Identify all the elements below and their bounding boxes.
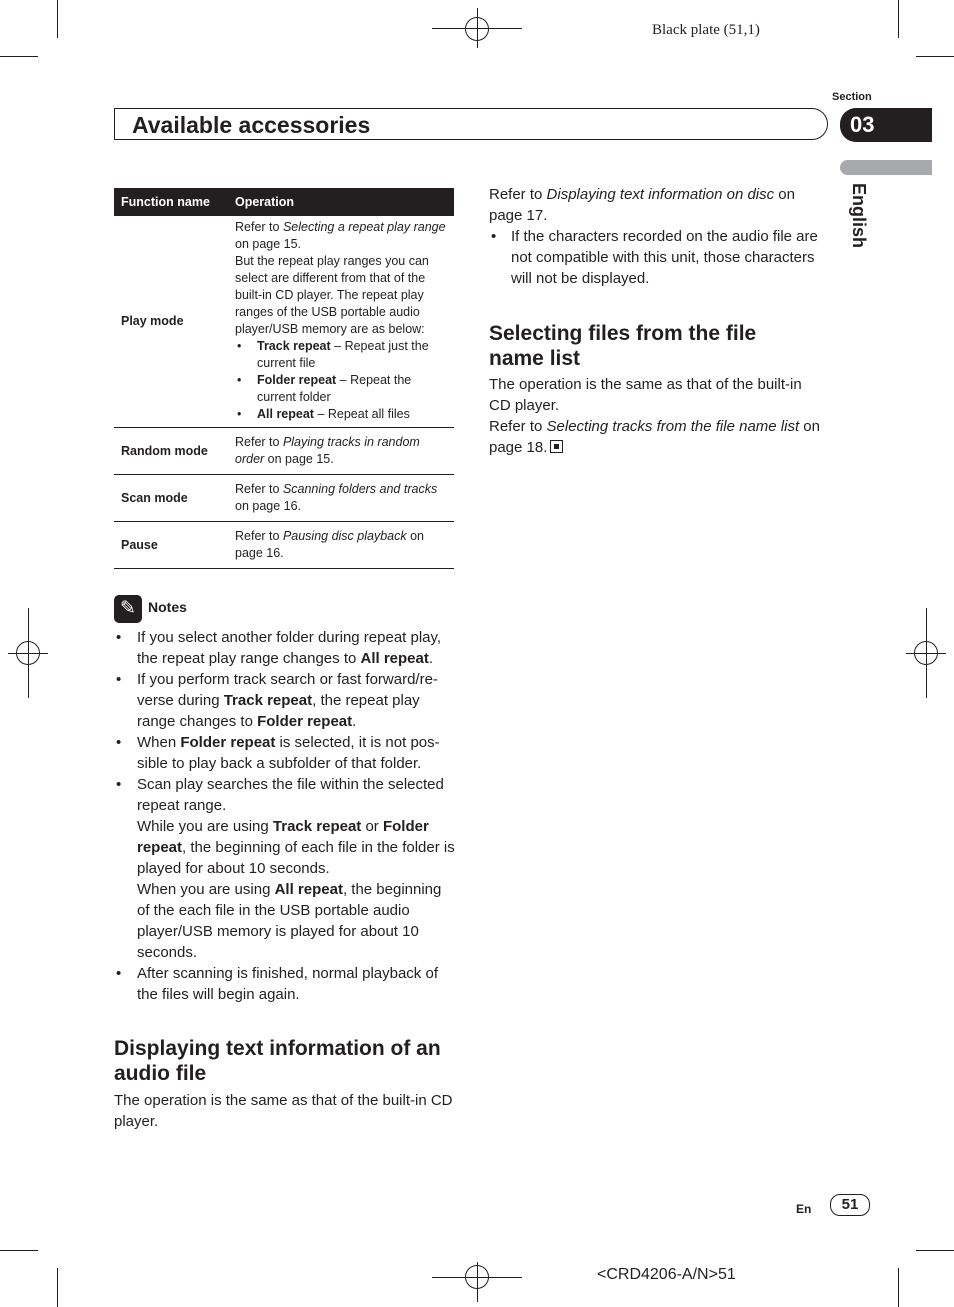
note-term: Folder repeat (257, 713, 353, 730)
ref-suffix: on page 15. (235, 237, 302, 251)
ref-suffix: on page 16. (235, 529, 425, 560)
ref-prefix: Refer to (489, 186, 547, 203)
note-text: If you perform track search or fast forward/re-verse during (137, 671, 438, 709)
pencil-icon: ✎ (114, 595, 142, 623)
right-column (489, 184, 825, 289)
item-term: Folder repeat (257, 373, 337, 387)
column-header: Function name (114, 188, 228, 216)
list-item (114, 627, 456, 669)
operation-text: But the repeat play ranges you can select are different from that of the built-in CD player. The repeat play ranges of the USB portable audio player/USB memory are as below: (235, 254, 429, 336)
page-number: 51 (830, 1194, 870, 1216)
section-text: The operation is the same as that of the built-in CD player. (489, 376, 802, 414)
table-row (114, 216, 454, 428)
operation-cell (228, 428, 454, 475)
note-term: Folder repeat (137, 818, 429, 856)
list-item (235, 372, 447, 406)
registration-circle (465, 17, 489, 41)
crop-mark (898, 1268, 899, 1307)
item-term: All repeat (257, 407, 314, 421)
ref-prefix: Refer to (235, 435, 283, 449)
crop-mark (0, 56, 38, 57)
crop-mark (57, 1268, 58, 1307)
ref-title: Selecting tracks from the file name list (546, 418, 800, 435)
list-item (114, 774, 456, 963)
ref-prefix: Refer to (489, 418, 547, 435)
note-text: , the repeat play range changes to (137, 692, 420, 730)
table-row (114, 475, 454, 522)
function-name: Pause (114, 522, 228, 569)
note-text: After scanning is finished, normal playback of the files will begin again. (137, 965, 438, 1003)
note-text: When (137, 734, 181, 751)
note-text: While you are using (137, 818, 273, 835)
registration-circle (465, 1265, 489, 1289)
ref-suffix: on page 16. (235, 499, 302, 513)
note-term: All repeat (274, 881, 343, 898)
table-row (114, 522, 454, 569)
ref-suffix: on page 17. (489, 186, 795, 224)
registration-circle (914, 641, 938, 665)
item-text: – Repeat all files (313, 407, 410, 421)
column-header: Operation (228, 188, 454, 216)
note-term: Track repeat (272, 818, 362, 835)
note-text: If you select another folder during repeat play, the repeat play range changes to (137, 629, 442, 667)
list-item (114, 732, 456, 774)
list-item (235, 338, 447, 372)
repeat-range-list (235, 338, 447, 423)
table-row (114, 428, 454, 475)
note-term: Folder repeat (180, 734, 276, 751)
note-term: All repeat (360, 650, 429, 667)
list-item (235, 406, 447, 423)
ref-title: Selecting a repeat play range (282, 220, 446, 234)
ref-prefix: Refer to (235, 220, 283, 234)
reference-paragraph (489, 184, 825, 226)
note-text: is selected, it is not pos-sible to play back a subfolder of that folder. (137, 734, 440, 772)
ref-suffix: on page 15. (264, 452, 334, 466)
ref-prefix: Refer to (235, 482, 283, 496)
operation-cell (228, 522, 454, 569)
document-code: <CRD4206-A/N>51 (597, 1266, 736, 1283)
note-text: or (361, 818, 383, 835)
item-term: Track repeat (257, 339, 331, 353)
note-text: , the beginning of each file in the folder is played for about 10 seconds. (137, 839, 455, 877)
operation-cell (228, 216, 454, 428)
notes-list (114, 627, 456, 1005)
registration-circle (16, 641, 40, 665)
note-term: Track repeat (223, 692, 313, 709)
crop-mark (898, 0, 899, 38)
chapter-title: Available accessories (132, 112, 371, 138)
ref-title: Playing tracks in random order (235, 435, 420, 466)
bullet-list (489, 226, 825, 289)
function-table (114, 188, 454, 569)
language-label: English (849, 183, 869, 249)
operation-cell (228, 475, 454, 522)
ref-title: Pausing disc playback (282, 529, 407, 543)
notes-title: Notes (148, 599, 187, 615)
language-tab (840, 160, 932, 175)
list-item (114, 669, 456, 732)
note-text: When you are using (137, 881, 275, 898)
plate-label: Black plate (51,1) (652, 22, 760, 38)
section-label: Section (832, 91, 872, 103)
note-text: . (428, 650, 434, 667)
function-name: Random mode (114, 428, 228, 475)
ref-prefix: Refer to (235, 529, 283, 543)
crop-mark (916, 1250, 954, 1251)
function-name: Scan mode (114, 475, 228, 522)
list-item: • If the characters recorded on the audio file are not compatible with this unit, those characters will not be displayed. (489, 226, 825, 289)
section-number-tab (840, 108, 932, 142)
ref-title: Displaying text information on disc (546, 186, 775, 203)
ref-title: Scanning folders and tracks (282, 482, 438, 496)
chapter-title-bar (114, 108, 828, 140)
crop-mark (57, 0, 58, 38)
note-text: Scan play searches the file within the selected repeat range. (137, 776, 444, 814)
note-text: , the beginning of the each file in the USB portable audio player/USB memory is played for about 10 seconds. (137, 881, 442, 961)
function-name: Play mode (114, 216, 228, 428)
crop-mark (0, 1250, 38, 1251)
section-heading: Displaying text information of an audio file (114, 1037, 441, 1085)
table-header-row (114, 188, 454, 216)
crop-mark (916, 56, 954, 57)
ref-suffix: on page 18. (489, 418, 820, 456)
note-text: . (352, 713, 357, 730)
language-code: En (796, 1202, 812, 1216)
reference-paragraph (489, 416, 825, 458)
item-text: – Repeat just the current file (257, 339, 429, 370)
section-text: The operation is the same as that of the built-in CD player. (114, 1092, 453, 1130)
section-number: 03 (850, 112, 875, 137)
section-body (489, 374, 825, 458)
list-item (114, 963, 456, 1005)
item-text: – Repeat the current folder (257, 373, 412, 404)
section-heading: Selecting files from the file name list (489, 322, 757, 370)
end-of-section-icon (550, 440, 563, 453)
